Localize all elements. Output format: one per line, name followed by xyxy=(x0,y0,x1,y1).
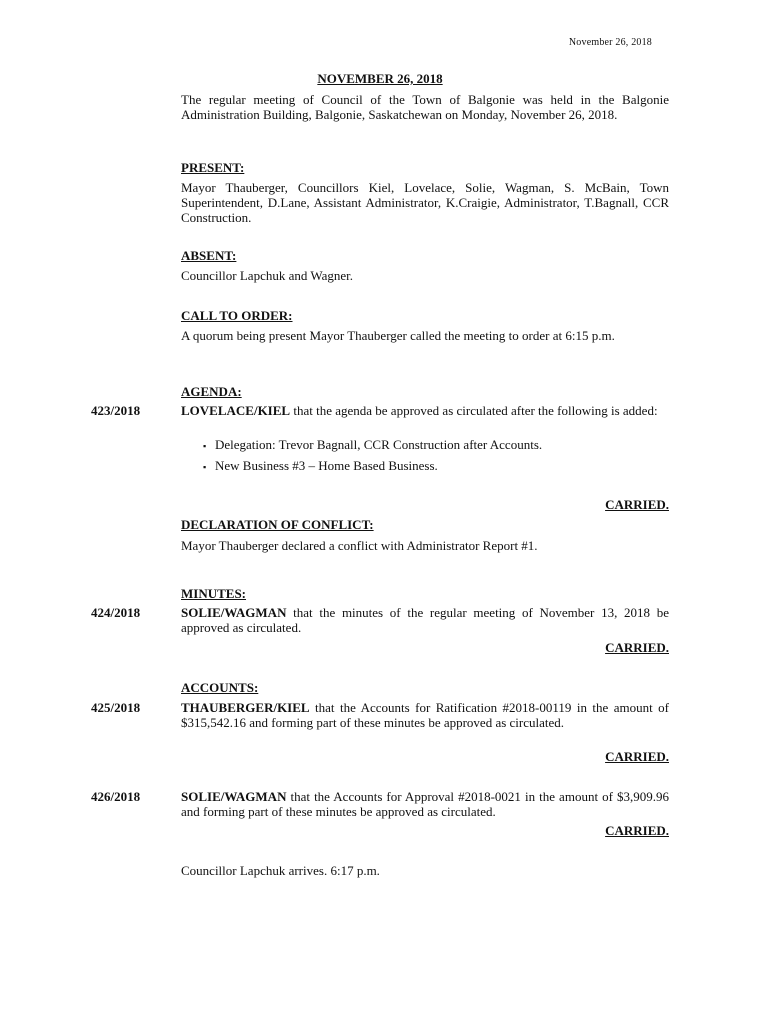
bullet-square-icon: ▪ xyxy=(203,441,207,451)
bullet-square-icon: ▪ xyxy=(203,462,207,472)
agenda-item-delegation: Delegation: Trevor Bagnall, CCR Construction after Accounts. xyxy=(215,437,543,452)
agenda-mover: LOVELACE/KIEL xyxy=(181,403,291,418)
minutes-motion xyxy=(181,605,669,635)
minutes-motion-text: that the minutes of the regular meeting of November 13, 2018 be approved as circulated. xyxy=(181,605,669,635)
motion-number-423: 423/2018 xyxy=(91,403,141,418)
agenda-item-new-business: New Business #3 – Home Based Business. xyxy=(215,458,438,473)
accounts-heading: ACCOUNTS: xyxy=(181,680,259,695)
agenda-motion xyxy=(181,403,669,418)
accounts-approval-motion xyxy=(181,789,669,819)
accounts-ratification-mover: THAUBERGER/KIEL xyxy=(181,700,310,715)
agenda-heading: AGENDA: xyxy=(181,384,242,399)
motion-number-424: 424/2018 xyxy=(91,605,141,620)
motion-number-426: 426/2018 xyxy=(91,789,141,804)
minutes-mover: SOLIE/WAGMAN xyxy=(181,605,287,620)
call-to-order-text: A quorum being present Mayor Thauberger called the meeting to order at 6:15 p.m. xyxy=(181,328,615,343)
motion-number-425: 425/2018 xyxy=(91,700,141,715)
present-text: Mayor Thauberger, Councillors Kiel, Lovelace, Solie, Wagman, S. McBain, Town Superintendent, D.Lane, Assistant Administrator, K.Craigie, Administrator, T.Bagnall, CCR Construction. xyxy=(181,180,669,225)
list-item xyxy=(203,456,669,477)
minutes-carried: CARRIED. xyxy=(605,640,669,655)
accounts-approval-text: that the Accounts for Approval #2018-0021 in the amount of $3,909.96 and forming part of these minutes be approved as circulated. xyxy=(181,789,669,819)
header-date: November 26, 2018 xyxy=(568,37,652,48)
accounts-ratification-text: that the Accounts for Ratification #2018-00119 in the amount of $315,542.16 and forming part of these minutes be approved as circulated. xyxy=(181,700,669,730)
agenda-carried: CARRIED. xyxy=(605,497,669,512)
list-item xyxy=(203,435,669,456)
accounts-approval-carried: CARRIED. xyxy=(605,823,669,838)
page-title: NOVEMBER 26, 2018 xyxy=(317,71,443,86)
call-to-order-heading: CALL TO ORDER: xyxy=(181,308,293,323)
accounts-ratification-motion xyxy=(181,700,669,730)
minutes-heading: MINUTES: xyxy=(181,586,247,601)
arrival-note: Councillor Lapchuk arrives. 6:17 p.m. xyxy=(181,863,380,878)
accounts-approval-mover: SOLIE/WAGMAN xyxy=(181,789,287,804)
absent-heading: ABSENT: xyxy=(181,248,237,263)
accounts-ratification-carried: CARRIED. xyxy=(605,749,669,764)
conflict-heading: DECLARATION OF CONFLICT: xyxy=(181,517,374,532)
agenda-motion-text: that the agenda be approved as circulated after the following is added: xyxy=(290,403,658,418)
absent-text: Councillor Lapchuk and Wagner. xyxy=(181,268,354,283)
intro-paragraph: The regular meeting of Council of the Town of Balgonie was held in the Balgonie Administration Building, Balgonie, Saskatchewan on Monday, November 26, 2018. xyxy=(181,92,669,122)
agenda-added-items xyxy=(203,435,669,477)
conflict-text: Mayor Thauberger declared a conflict with Administrator Report #1. xyxy=(181,538,538,553)
present-heading: PRESENT: xyxy=(181,160,245,175)
